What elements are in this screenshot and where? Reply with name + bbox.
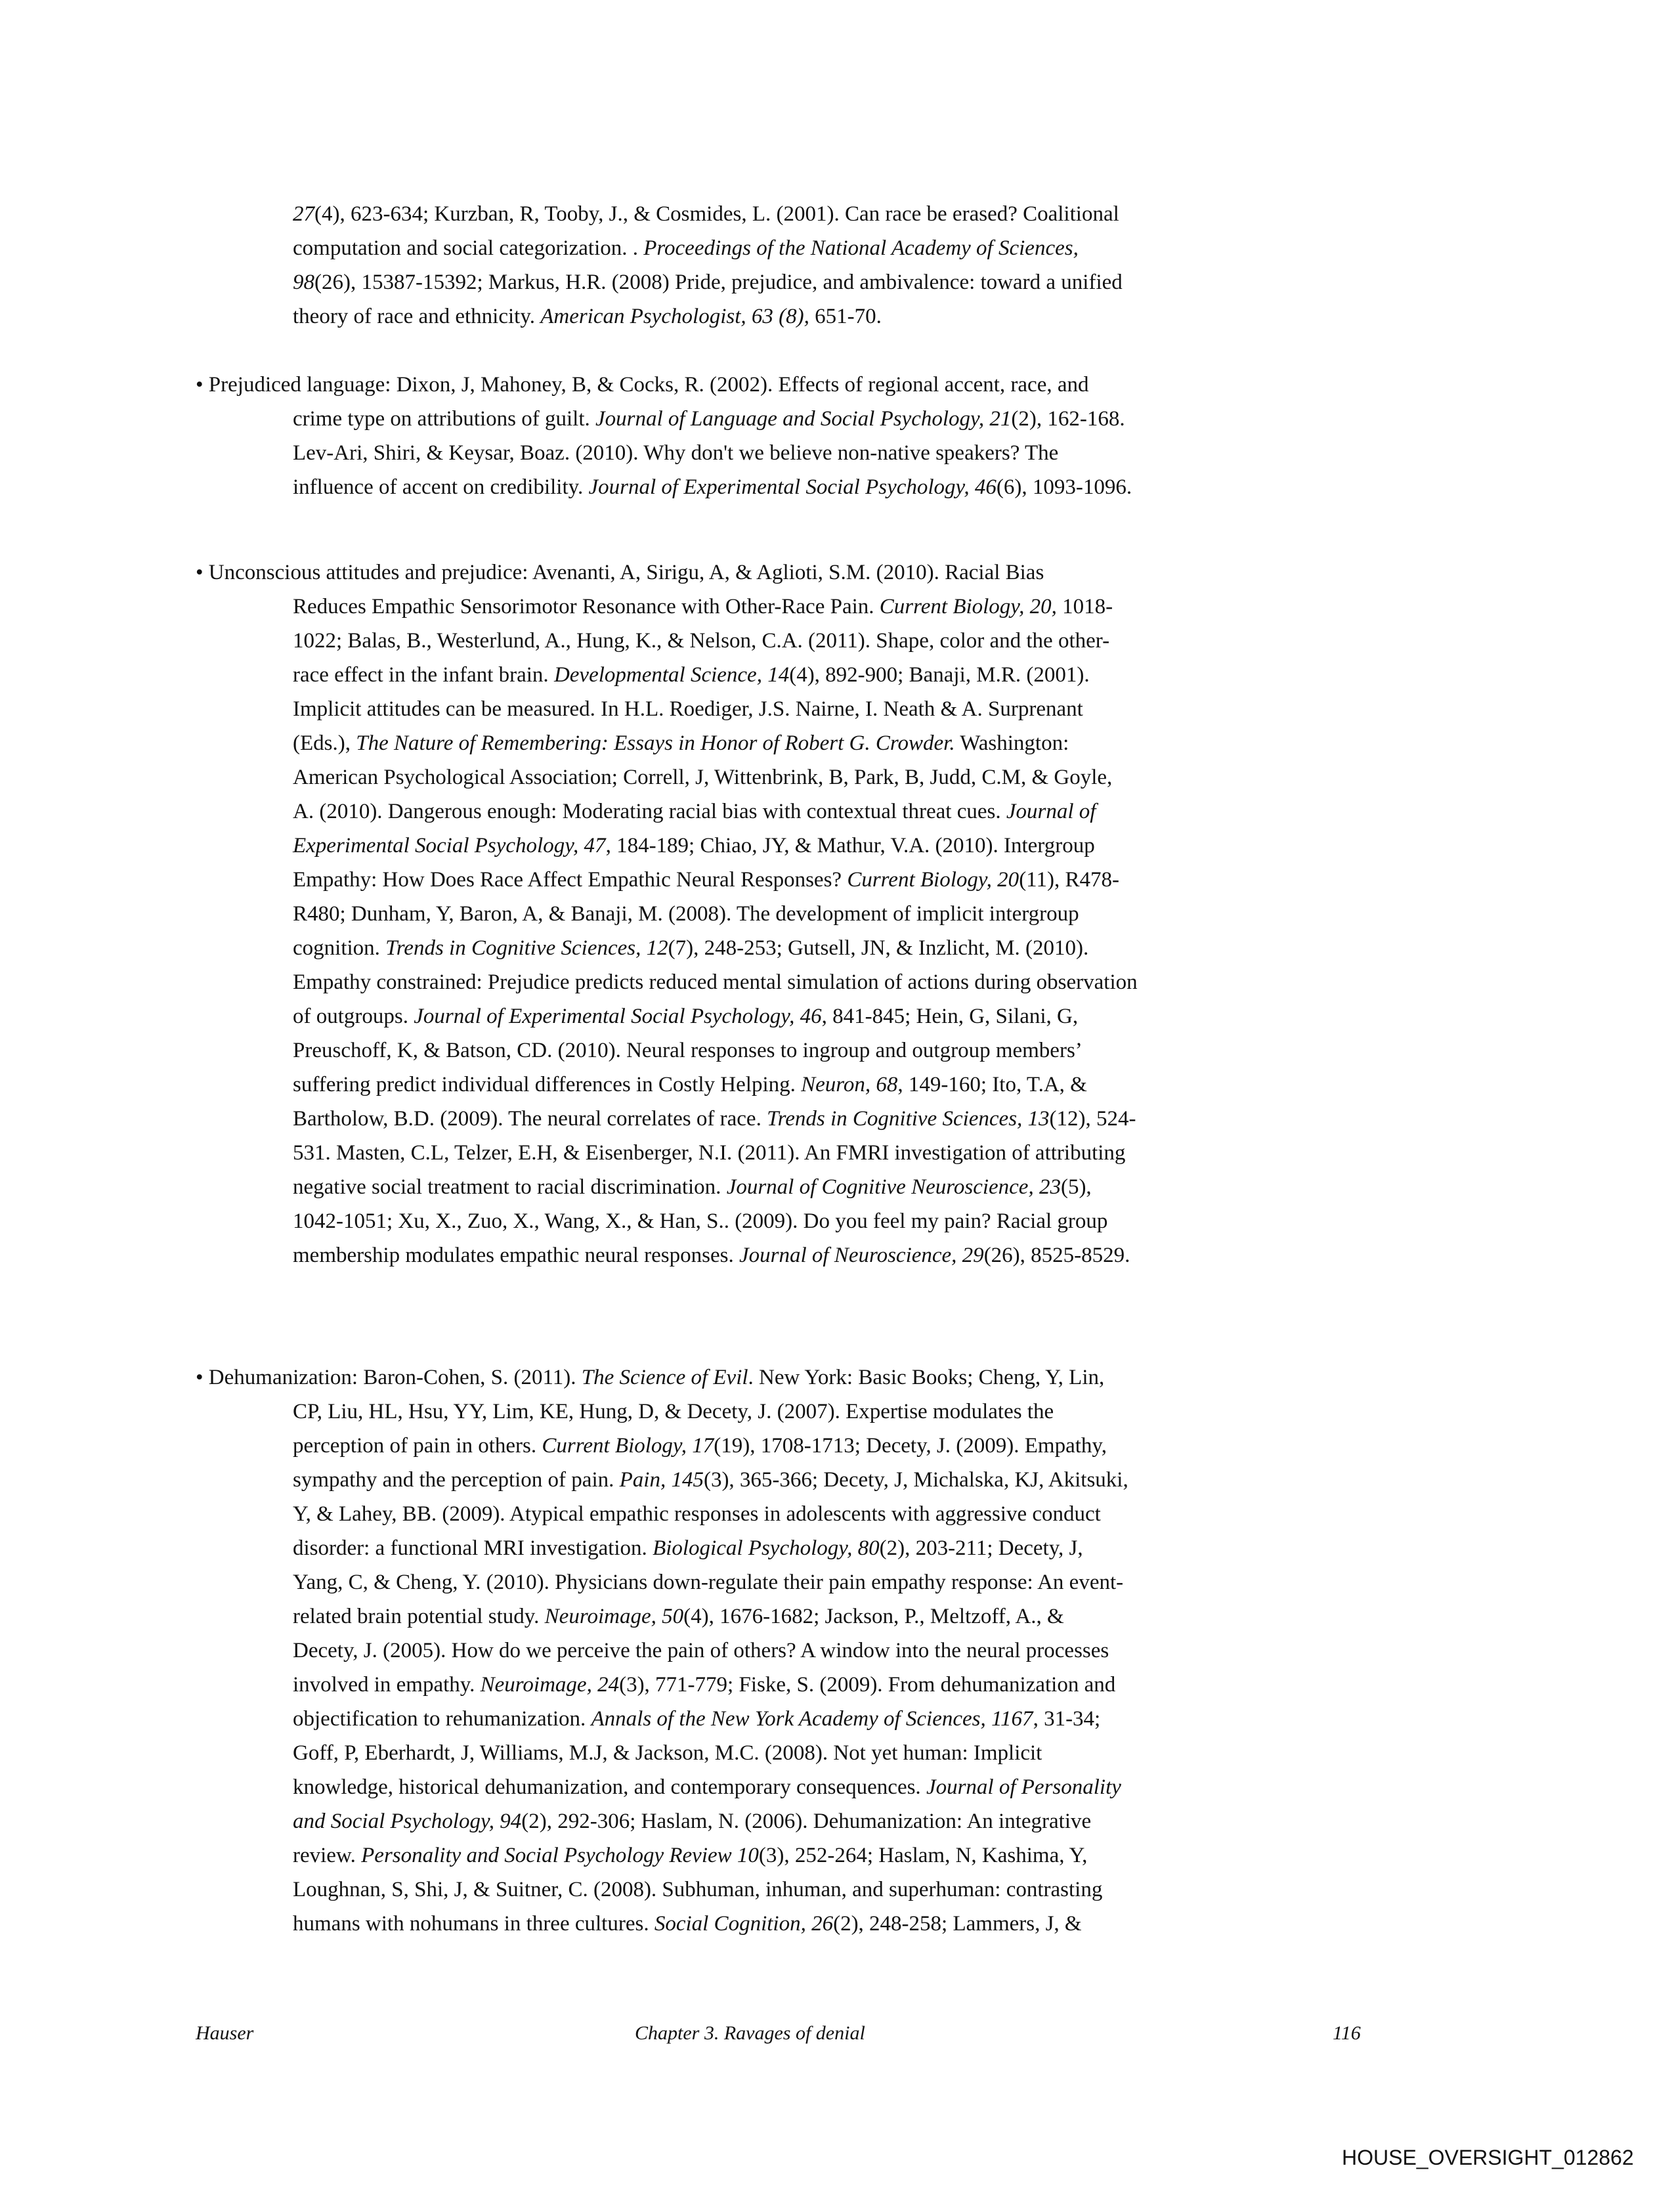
citation-italic-text: Experimental Social Psychology, 47	[293, 834, 606, 857]
reference-line	[293, 726, 1461, 760]
footer-author: Hauser	[196, 2022, 254, 2044]
citation-italic-text: Neuron, 68	[801, 1073, 898, 1096]
citation-text: A. (2010). Dangerous enough: Moderating racial bias with contextual threat cues.	[293, 800, 1006, 823]
reference-line	[293, 470, 1461, 504]
citation-text: (2), 248-258; Lammers, J, &	[833, 1912, 1082, 1936]
reference-line	[293, 1838, 1461, 1873]
reference-line	[293, 1599, 1461, 1634]
citation-text: influence of accent on credibility.	[293, 475, 589, 499]
citation-text: 531. Masten, C.L, Telzer, E.H, & Eisenberger, N.I. (2011). An FMRI investigation of attributing	[293, 1141, 1126, 1165]
citation-italic-text: Proceedings of the National Academy of Sciences,	[643, 236, 1079, 260]
reference-line	[293, 1531, 1461, 1565]
reference-line	[293, 1204, 1461, 1238]
reference-line	[293, 590, 1461, 624]
citation-text: (12), 524-	[1049, 1107, 1136, 1131]
citation-text: Reduces Empathic Sensorimotor Resonance with Other-Race Pain.	[293, 595, 880, 618]
citation-text: Bartholow, B.D. (2009). The neural correlates of race.	[293, 1107, 767, 1131]
reference-section-prejudiced-language	[196, 368, 1461, 504]
citation-text: (4), 892-900; Banaji, M.R. (2001).	[789, 663, 1090, 687]
citation-text: , 841-845; Hein, G, Silani, G,	[821, 1005, 1079, 1028]
citation-text: , 31-34;	[1033, 1707, 1101, 1731]
citation-text: • Prejudiced language: Dixon, J, Mahoney, B, & Cocks, R. (2002). Effects of regional accent, race, and	[196, 373, 1089, 397]
citation-text: objectification to rehumanization.	[293, 1707, 591, 1731]
reference-line	[293, 1565, 1461, 1599]
citation-text: CP, Liu, HL, Hsu, YY, Lim, KE, Hung, D, & Decety, J. (2007). Expertise modulates the	[293, 1400, 1054, 1423]
reference-line	[293, 265, 1461, 299]
citation-text: race effect in the infant brain.	[293, 663, 554, 687]
citation-italic-text: Journal of Neuroscience, 29	[739, 1244, 984, 1267]
reference-line	[293, 760, 1461, 794]
reference-line	[293, 658, 1461, 692]
citation-text: (4), 1676-1682; Jackson, P., Meltzoff, A., &	[683, 1605, 1064, 1628]
citation-italic-text: Neuroimage, 50	[544, 1605, 684, 1628]
citation-text: (3), 771-779; Fiske, S. (2009). From dehumanization and	[619, 1673, 1116, 1697]
citation-italic-text: 98	[293, 271, 314, 294]
citation-italic-text: Trends in Cognitive Sciences, 13	[767, 1107, 1050, 1131]
reference-line	[293, 1770, 1461, 1804]
reference-line	[293, 1033, 1461, 1068]
citation-text: review.	[293, 1844, 362, 1867]
reference-line	[293, 1170, 1461, 1204]
citation-text: • Dehumanization: Baron-Cohen, S. (2011).	[196, 1366, 582, 1389]
citation-text: (3), 365-366; Decety, J, Michalska, KJ, Akitsuki,	[703, 1468, 1128, 1492]
citation-italic-text: Social Cognition, 26	[654, 1912, 834, 1936]
citation-text: 1042-1051; Xu, X., Zuo, X., Wang, X., & Han, S.. (2009). Do you feel my pain? Racial group	[293, 1209, 1108, 1233]
citation-text: Implicit attitudes can be measured. In H.L. Roediger, J.S. Nairne, I. Neath & A. Surprenant	[293, 697, 1083, 721]
citation-text: disorder: a functional MRI investigation.	[293, 1536, 653, 1560]
citation-text: , 184-189; Chiao, JY, & Mathur, V.A. (2010). Intergroup	[605, 834, 1095, 857]
citation-text: • Unconscious attitudes and prejudice: Avenanti, A, Sirigu, A, & Aglioti, S.M. (2010). Racial Bias	[196, 561, 1044, 584]
citation-text: knowledge, historical dehumanization, and contemporary consequences.	[293, 1775, 926, 1799]
citation-italic-text: Current Biology, 17	[542, 1434, 714, 1458]
citation-italic-text: Neuroimage, 24	[480, 1673, 620, 1697]
citation-text: negative social treatment to racial discrimination.	[293, 1175, 727, 1199]
citation-text: (Eds.),	[293, 731, 356, 755]
citation-italic-text: Journal of	[1006, 800, 1096, 823]
citation-italic-text: Developmental Science, 14	[553, 663, 790, 687]
reference-section-unconscious-attitudes	[196, 555, 1461, 1272]
citation-italic-text: The Nature of Remembering: Essays in Honor of Robert G. Crowder.	[356, 731, 955, 755]
reference-line	[293, 1395, 1461, 1429]
footer-page-number: 116	[1333, 2022, 1361, 2044]
citation-italic-text: 27	[293, 202, 314, 226]
citation-italic-text: Annals of the New York Academy of Sciences, 1167	[591, 1707, 1033, 1731]
citation-text: (26), 15387-15392; Markus, H.R. (2008) Pride, prejudice, and ambivalence: toward a unified	[314, 271, 1123, 294]
reference-section-continued	[293, 197, 1461, 334]
reference-line	[293, 931, 1461, 965]
citation-italic-text: Current Biology, 20,	[879, 595, 1057, 618]
citation-text: (11), R478-	[1019, 868, 1119, 892]
citation-text: Empathy constrained: Prejudice predicts reduced mental simulation of actions during observation	[293, 970, 1138, 994]
citation-text: (2), 162-168.	[1011, 407, 1125, 431]
citation-italic-text: Journal of Cognitive Neuroscience, 23	[726, 1175, 1061, 1199]
reference-line	[293, 692, 1461, 726]
citation-text: crime type on attributions of guilt.	[293, 407, 596, 431]
citation-text: American Psychological Association; Correll, J, Wittenbrink, B, Park, B, Judd, C.M, & Goyle,	[293, 766, 1113, 789]
citation-text: R480; Dunham, Y, Baron, A, & Banaji, M. (2008). The development of implicit intergroup	[293, 902, 1079, 926]
reference-line	[293, 1068, 1461, 1102]
citation-text: (7), 248-253; Gutsell, JN, & Inzlicht, M. (2010).	[668, 936, 1089, 960]
citation-text: (3), 252-264; Haslam, N, Kashima, Y,	[758, 1844, 1088, 1867]
citation-italic-text: Journal of Experimental Social Psychology, 46	[414, 1005, 822, 1028]
citation-text: theory of race and ethnicity.	[293, 305, 541, 328]
citation-italic-text: Trends in Cognitive Sciences, 12	[385, 936, 668, 960]
citation-text: (5),	[1060, 1175, 1092, 1199]
reference-line	[293, 402, 1461, 436]
citation-italic-text: Pain, 145	[619, 1468, 704, 1492]
citation-text: Goff, P, Eberhardt, J, Williams, M.J, & Jackson, M.C. (2008). Not yet human: Implicit	[293, 1741, 1042, 1765]
citation-text: Yang, C, & Cheng, Y. (2010). Physicians down-regulate their pain empathy response: An event-	[293, 1571, 1124, 1594]
citation-italic-text: Personality and Social Psychology Review 10	[361, 1844, 759, 1867]
reference-line	[293, 1136, 1461, 1170]
reference-line	[293, 197, 1461, 231]
reference-line	[293, 829, 1461, 863]
citation-text: computation and social categorization. .	[293, 236, 644, 260]
citation-text: 1022; Balas, B., Westerlund, A., Hung, K., & Nelson, C.A. (2011). Shape, color and the other-	[293, 629, 1110, 653]
citation-italic-text: Current Biology, 20	[847, 868, 1019, 892]
citation-text: Washington:	[955, 731, 1069, 755]
reference-line	[293, 1429, 1461, 1463]
reference-line	[293, 897, 1461, 931]
citation-text: (2), 292-306; Haslam, N. (2006). Dehumanization: An integrative	[521, 1810, 1092, 1833]
reference-line	[293, 999, 1461, 1033]
reference-line	[293, 1238, 1461, 1272]
citation-text: (2), 203-211; Decety, J,	[879, 1536, 1083, 1560]
citation-text: , 149-160; Ito, T.A, &	[897, 1073, 1087, 1096]
reference-line	[293, 624, 1461, 658]
reference-line	[293, 299, 1461, 334]
citation-text: involved in empathy.	[293, 1673, 481, 1697]
reference-line	[293, 1804, 1461, 1838]
reference-line	[293, 1907, 1461, 1941]
citation-text: Loughnan, S, Shi, J, & Suitner, C. (2008). Subhuman, inhuman, and superhuman: contrasting	[293, 1878, 1103, 1901]
citation-text: Empathy: How Does Race Affect Empathic Neural Responses?	[293, 868, 848, 892]
citation-text: membership modulates empathic neural responses.	[293, 1244, 739, 1267]
reference-line	[293, 1102, 1461, 1136]
citation-text: suffering predict individual differences in Costly Helping.	[293, 1073, 802, 1096]
citation-text: of outgroups.	[293, 1005, 414, 1028]
reference-line	[293, 436, 1461, 470]
citation-text: related brain potential study.	[293, 1605, 545, 1628]
citation-text: (4), 623-634; Kurzban, R, Tooby, J., & Cosmides, L. (2001). Can race be erased? Coalitional	[314, 202, 1119, 226]
citation-text: . New York: Basic Books; Cheng, Y, Lin,	[748, 1366, 1105, 1389]
citation-text: 1018-	[1056, 595, 1113, 618]
reference-line	[293, 231, 1461, 265]
reference-line	[196, 555, 1461, 590]
reference-line	[293, 1497, 1461, 1531]
citation-italic-text: Journal of Personality	[926, 1775, 1121, 1799]
citation-text: (19), 1708-1713; Decety, J. (2009). Empathy,	[714, 1434, 1107, 1458]
citation-italic-text: Journal of Experimental Social Psychology, 46	[588, 475, 997, 499]
reference-line	[293, 794, 1461, 829]
citation-italic-text: Biological Psychology, 80	[653, 1536, 880, 1560]
reference-line	[293, 1873, 1461, 1907]
reference-section-dehumanization	[196, 1360, 1461, 1941]
reference-line	[196, 1360, 1461, 1395]
bates-stamp: HOUSE_OVERSIGHT_012862	[1342, 2146, 1634, 2169]
citation-italic-text: American Psychologist, 63 (8),	[540, 305, 809, 328]
citation-text: Decety, J. (2005). How do we perceive the pain of others? A window into the neural processes	[293, 1639, 1109, 1662]
citation-text: cognition.	[293, 936, 386, 960]
reference-line	[196, 368, 1461, 402]
reference-line	[293, 863, 1461, 897]
reference-line	[293, 1702, 1461, 1736]
reference-line	[293, 965, 1461, 999]
citation-text: Lev-Ari, Shiri, & Keysar, Boaz. (2010). Why don't we believe non-native speakers? The	[293, 441, 1059, 465]
citation-text: humans with nohumans in three cultures.	[293, 1912, 655, 1936]
reference-line	[293, 1736, 1461, 1770]
reference-line	[293, 1634, 1461, 1668]
reference-line	[293, 1463, 1461, 1497]
citation-text: (26), 8525-8529.	[983, 1244, 1130, 1267]
reference-line	[293, 1668, 1461, 1702]
citation-italic-text: The Science of Evil	[581, 1366, 748, 1389]
citation-italic-text: Journal of Language and Social Psychology, 21	[595, 407, 1012, 431]
citation-text: sympathy and the perception of pain.	[293, 1468, 620, 1492]
citation-text: Y, & Lahey, BB. (2009). Atypical empathic responses in adolescents with aggressive conduct	[293, 1502, 1101, 1526]
citation-text: perception of pain in others.	[293, 1434, 542, 1458]
citation-italic-text: and Social Psychology, 94	[293, 1810, 522, 1833]
citation-text: (6), 1093-1096.	[996, 475, 1132, 499]
citation-text: 651-70.	[809, 305, 882, 328]
citation-text: Preuschoff, K, & Batson, CD. (2010). Neural responses to ingroup and outgroup members’	[293, 1039, 1083, 1062]
footer-chapter-title: Chapter 3. Ravages of denial	[635, 2022, 865, 2044]
